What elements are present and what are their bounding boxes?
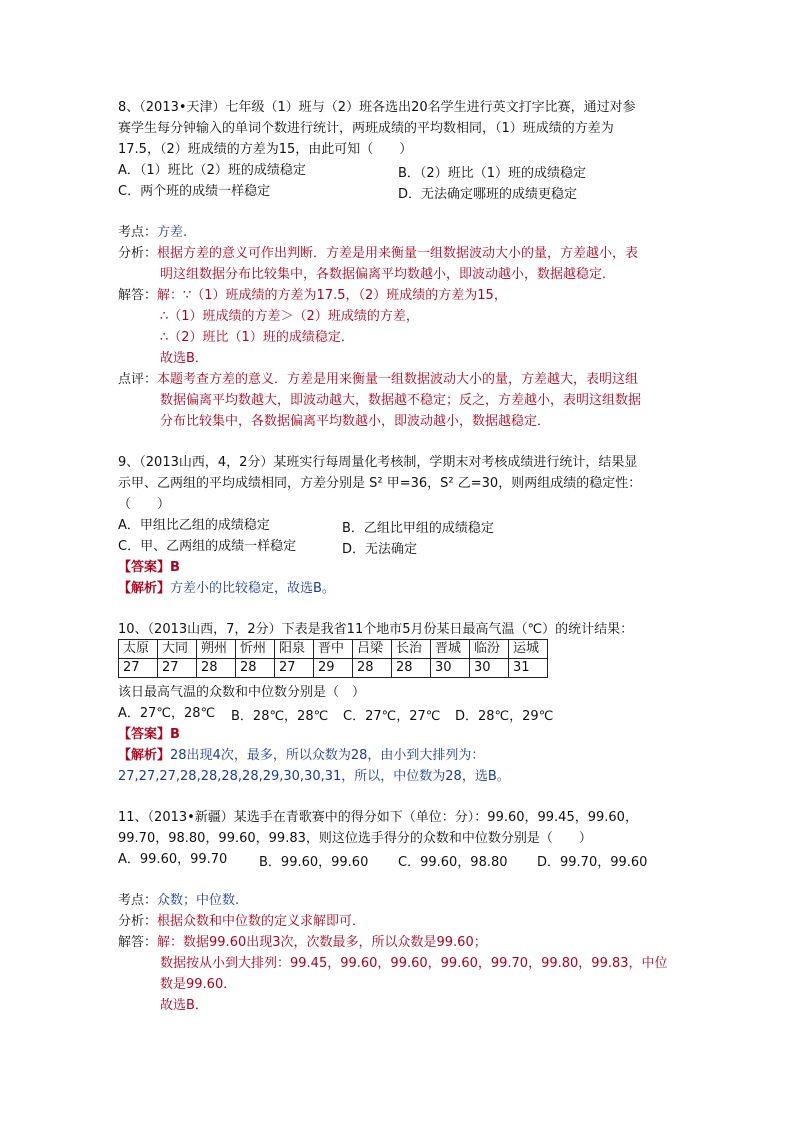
- answer-label: 【答案】: [118, 560, 171, 575]
- fenxi-text: 根据方差的意义可作出判断．方差是用来衡量一组数据波动大小的量，方差越小，表: [157, 246, 639, 261]
- temp-cell: 30: [470, 659, 509, 678]
- city-cell: 忻州: [236, 640, 275, 659]
- q9-stem-line2: 示甲、乙两组的平均成绩相同，方差分别是 S² 甲=36，S² 乙=30，则两组成绩的稳定性：: [118, 476, 642, 491]
- temp-cell: 28: [353, 659, 392, 678]
- q10-option-a: A．27℃，28℃: [118, 706, 216, 721]
- q10-option-d: D．28℃，29℃: [455, 709, 554, 724]
- q10-answer: [118, 726, 180, 743]
- q8-jieda-line4: 故选B．: [160, 351, 208, 366]
- jieda-text: 解：数据99.60出现3次，次数最多，所以众数是99.60；: [157, 935, 487, 950]
- city-cell: 长治: [392, 640, 431, 659]
- q8-option-d: D．无法确定哪班的成绩更稳定: [398, 187, 578, 202]
- city-cell: 大同: [158, 640, 197, 659]
- q8-dianping-line2: 数据偏离平均数越大，即波动越大，数据越不稳定；反之，方差越小，表明这组数据: [160, 393, 642, 408]
- q8-dianping-line1: [118, 371, 638, 388]
- city-cell: 朔州: [197, 640, 236, 659]
- q8-stem-line1: 8、（2013•天津）七年级（1）班与（2）班各选出20名学生进行英文打字比赛，通过对参: [118, 100, 636, 115]
- fenxi-label: 分析：: [118, 914, 158, 929]
- q11-option-c: C．99.60，98.80: [398, 855, 508, 870]
- jieda-text: 解：∵（1）班成绩的方差为17.5，（2）班成绩的方差为15，: [157, 288, 507, 303]
- temp-cell: 30: [431, 659, 470, 678]
- kaodian-text: 方差.: [157, 225, 188, 240]
- q11-jieda-line3: 数是99.60．: [160, 977, 237, 992]
- q8-stem-line3: 17.5，（2）班成绩的方差为15，由此可知（ ）: [118, 142, 413, 157]
- temp-cell: 28: [197, 659, 236, 678]
- q11-jieda-line1: [118, 934, 487, 951]
- q10-analysis-line2: 27,27,27,28,28,28,28,29,30,30,31，所以，中位数为28，选B。: [118, 769, 510, 784]
- dianping-text: 本题考查方差的意义．方差是用来衡量一组数据波动大小的量，方差越大，表明这组: [157, 372, 639, 387]
- city-cell: 临汾: [470, 640, 509, 659]
- q8-option-b: B．（2）班比（1）班的成绩稳定: [398, 166, 586, 181]
- q9-stem-line1: 9、（2013山西，4，2分）某班实行每周量化考核制，学期末对考核成绩进行统计，结果显: [118, 455, 638, 470]
- kaodian-text: 众数；中位数.: [157, 893, 240, 908]
- city-cell: 晋中: [314, 640, 353, 659]
- q11-kaodian: [118, 892, 239, 909]
- q11-option-a: A．99.60，99.70: [118, 852, 228, 867]
- city-cell: 阳泉: [275, 640, 314, 659]
- analysis-label: 【解析】: [118, 581, 171, 596]
- temp-cell: 27: [158, 659, 197, 678]
- q11-option-d: D．99.70，99.60: [537, 855, 648, 870]
- city-row: [119, 640, 548, 659]
- q9-option-c: C．甲、乙两组的成绩一样稳定: [118, 539, 297, 554]
- fenxi-text: 根据众数和中位数的定义求解即可．: [157, 914, 366, 929]
- temperature-table: [118, 639, 548, 678]
- temp-cell: 28: [236, 659, 275, 678]
- kaodian-label: 考点：: [118, 893, 158, 908]
- city-cell: 运城: [509, 640, 548, 659]
- answer-value: B: [170, 727, 180, 742]
- q11-option-b: B．99.60，99.60: [259, 855, 369, 870]
- q9-analysis: [118, 580, 335, 597]
- q8-jieda-line2: ∴（1）班成绩的方差＞（2）班成绩的方差，: [160, 309, 419, 324]
- q10-stem-line1: 10、（2013山西，7，2分）下表是我省11个地市5月份某日最高气温（℃）的统计结果：: [118, 622, 634, 637]
- temp-cell: 27: [119, 659, 158, 678]
- q8-fenxi-line2: 明这组数据分布比较集中，各数据偏离平均数越小，即波动越小，数据越稳定．: [160, 267, 616, 282]
- q9-answer: [118, 559, 180, 576]
- temperature-row: [119, 659, 548, 678]
- temp-cell: 29: [314, 659, 353, 678]
- q8-kaodian: [118, 224, 187, 241]
- q9-option-d: D．无法确定: [342, 542, 418, 557]
- q10-stem-line2: 该日最高气温的众数和中位数分别是（ ）: [118, 685, 366, 700]
- q9-option-b: B．乙组比甲组的成绩稳定: [342, 521, 494, 536]
- q11-fenxi: [118, 913, 365, 930]
- temp-cell: 31: [509, 659, 548, 678]
- q9-option-a: A．甲组比乙组的成绩稳定: [118, 518, 270, 533]
- q10-option-b: B．28℃，28℃: [231, 709, 329, 724]
- fenxi-label: 分析：: [118, 246, 158, 261]
- temp-cell: 28: [392, 659, 431, 678]
- kaodian-label: 考点：: [118, 225, 158, 240]
- analysis-text: 28出现4次，最多，所以众数为28，由小到大排列为：: [170, 748, 485, 763]
- q8-fenxi-line1: [118, 245, 638, 262]
- analysis-label: 【解析】: [118, 748, 171, 763]
- analysis-text: 方差小的比较稳定，故选B。: [170, 581, 335, 596]
- city-cell: 太原: [119, 640, 158, 659]
- q8-jieda-line1: [118, 287, 507, 304]
- q11-jieda-line4: 故选B．: [160, 998, 208, 1013]
- q11-jieda-line2: 数据按从小到大排列：99.45，99.60，99.60，99.60，99.70，99.80，99.83，中位: [160, 956, 668, 971]
- dianping-label: 点评：: [118, 372, 158, 387]
- answer-label: 【答案】: [118, 727, 171, 742]
- q8-jieda-line3: ∴（2）班比（1）班的成绩稳定．: [160, 330, 354, 345]
- temp-cell: 27: [275, 659, 314, 678]
- q8-option-a: A．（1）班比（2）班的成绩稳定: [118, 163, 306, 178]
- q11-stem-line1: 11、（2013•新疆）某选手在青歌赛中的得分如下（单位：分）：99.60，99.45，99.60，: [118, 810, 638, 825]
- q10-option-c: C．27℃，27℃: [343, 709, 441, 724]
- q8-stem-line2: 赛学生每分钟输入的单词个数进行统计，两班成绩的平均数相同，（1）班成绩的方差为: [118, 121, 614, 136]
- q9-stem-line3: （ ）: [118, 497, 171, 512]
- city-cell: 吕梁: [353, 640, 392, 659]
- answer-value: B: [170, 560, 180, 575]
- jieda-label: 解答：: [118, 288, 158, 303]
- jieda-label: 解答：: [118, 935, 158, 950]
- q8-dianping-line3: 分布比较集中，各数据偏离平均数越小，即波动越小，数据越稳定．: [160, 414, 551, 429]
- city-cell: 晋城: [431, 640, 470, 659]
- q11-stem-line2: 99.70，98.80，99.60，99.83，则这位选手得分的众数和中位数分别是（ ）: [118, 831, 592, 846]
- q8-option-c: C．两个班的成绩一样稳定: [118, 184, 271, 199]
- q10-analysis-line1: [118, 747, 484, 764]
